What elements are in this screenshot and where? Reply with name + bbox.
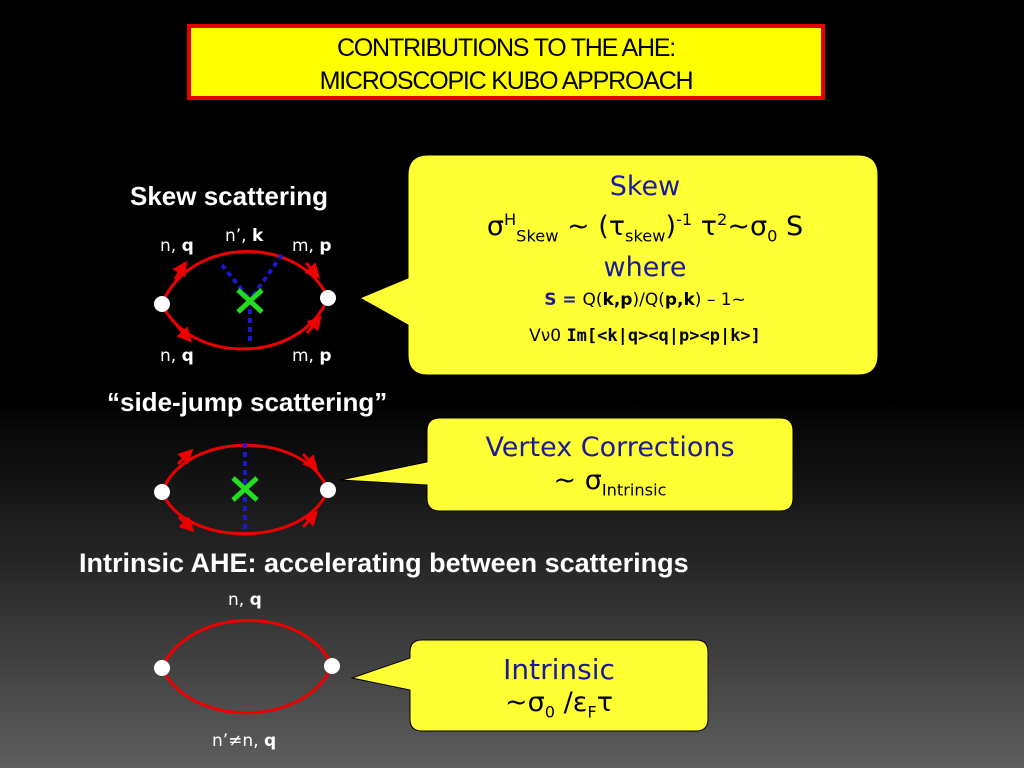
intrinsic-callout-text [412,652,706,727]
heading-intrinsic: Intrinsic AHE: accelerating between scatterings [79,548,689,578]
label-skew-top-right: m, p [292,236,332,256]
sidejump-vertex-left-icon [154,484,170,500]
vertex-callout-formula: ~ $\sigma_{Intrinsic}$ [553,465,667,500]
skew-vertex-left-icon [154,296,170,312]
skew-impurity-cross-icon [238,290,262,312]
title-line-1: CONTRIBUTIONS TO THE AHE: [336,34,676,62]
skew-callout-s-definition: S = Q(k,p)/Q(p,k) – 1~ [544,290,746,311]
label-intrinsic-bottom: n’≠n, q [212,731,277,751]
label-skew-bottom-left: n, q [160,346,194,366]
skew-vertex-right-icon [320,290,336,306]
sidejump-vertex-right-icon [320,482,336,498]
heading-side-jump: “side-jump scattering” [107,387,388,417]
heading-skew-scattering: Skew scattering [130,181,328,211]
intrinsic-vertex-left-icon [154,660,170,676]
intrinsic-lower-propagator [162,666,332,713]
label-intrinsic-top: n, q [228,590,262,610]
skew-callout-im-expression: Vν0 Im[<k|q><q|p><p|k>] [529,326,761,347]
label-skew-top-mid: n’, k [225,226,264,246]
intrinsic-vertex-right-icon [324,658,340,674]
intrinsic-callout-title: Intrinsic [503,653,615,686]
intrinsic-callout-formula: $\sim\sigma_0$ $/\varepsilon_F\tau$ [505,687,613,722]
skew-callout-title: Skew [609,171,681,202]
vertex-callout-text [440,430,780,505]
title-line-2: MICROSCOPIC KUBO APPROACH [319,67,693,95]
skew-callout-formula: $\sigma^H_{Skew}$ ~ $(\tau_{skew})^{-1}$ $\tau^2\sim\sigma_0$ S [486,210,804,246]
skew-callout-text [430,171,860,355]
label-skew-bottom-right: m, p [292,346,332,366]
vertex-callout-title: Vertex Corrections [485,432,735,463]
intrinsic-upper-propagator [162,620,332,668]
label-skew-top-left: n, q [160,236,194,256]
skew-callout-where: where [603,252,687,284]
